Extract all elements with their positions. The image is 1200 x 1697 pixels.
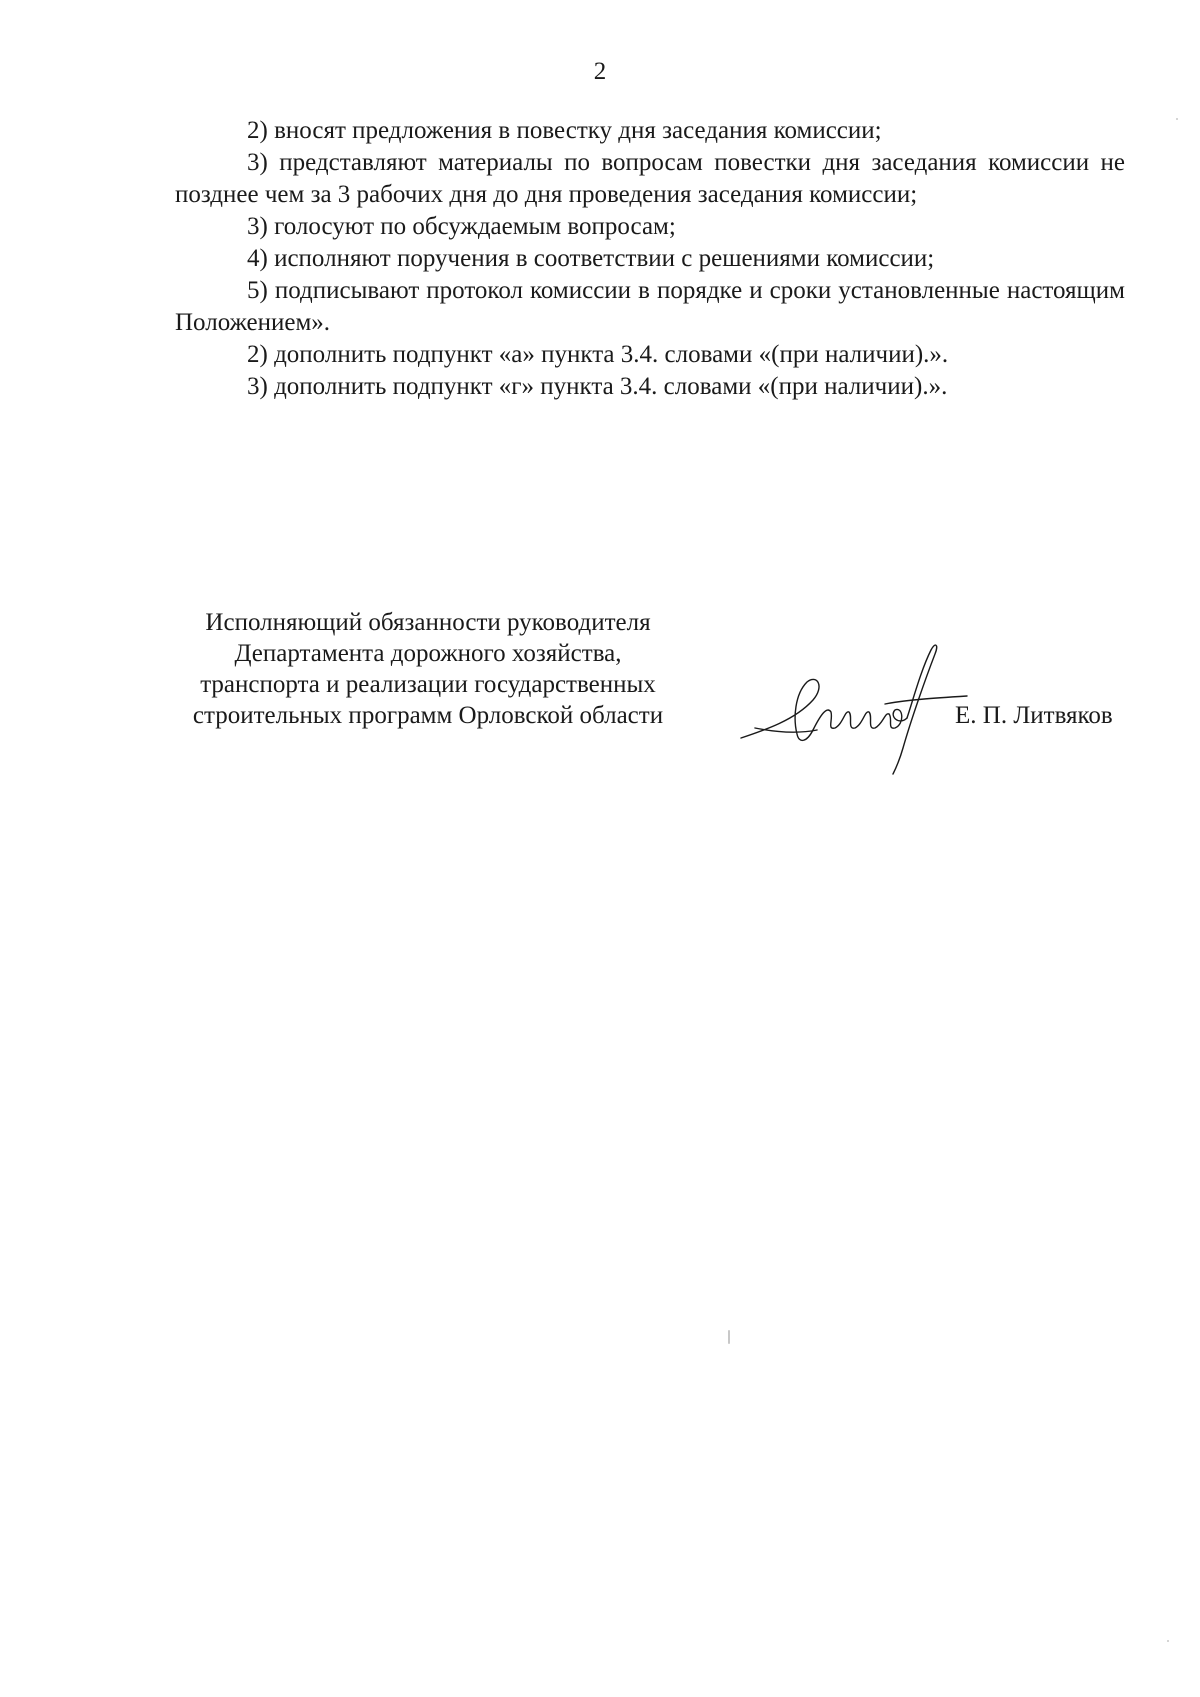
paragraph: 5) подписывают протокол комиссии в порядке и сроки установленные настоящим Положением». xyxy=(175,277,1125,336)
document-body xyxy=(175,115,1125,403)
paragraph: 2) дополнить подпункт «а» пункта 3.4. словами «(при наличии).». xyxy=(247,341,949,368)
signer-name: Е. П. Литвяков xyxy=(955,702,1113,729)
signer-title-line: Департамента дорожного хозяйства, xyxy=(234,640,622,667)
handwritten-signature-icon xyxy=(735,630,975,780)
paragraph: 3) представляют материалы по вопросам повестки дня заседания комиссии не позднее чем за 3 рабочих дня до дня проведения заседания комиссии; xyxy=(175,149,1125,208)
paragraph: 4) исполняют поручения в соответствии с решениями комиссии; xyxy=(247,245,935,272)
signer-title-line: транспорта и реализации государственных xyxy=(200,671,656,698)
scan-artifact xyxy=(728,1330,730,1344)
scan-artifact xyxy=(1167,1640,1169,1642)
paragraph: 3) голосуют по обсуждаемым вопросам; xyxy=(247,213,676,240)
signer-title-line: Исполняющий обязанности руководителя xyxy=(205,609,651,636)
scan-artifact xyxy=(1176,118,1178,120)
paragraph: 2) вносят предложения в повестку дня заседания комиссии; xyxy=(247,117,882,144)
page-number: 2 xyxy=(593,58,607,85)
signer-title-line: строительных программ Орловской области xyxy=(192,702,664,729)
signer-title xyxy=(148,607,708,731)
paragraph: 3) дополнить подпункт «г» пункта 3.4. словами «(при наличии).». xyxy=(247,373,948,400)
